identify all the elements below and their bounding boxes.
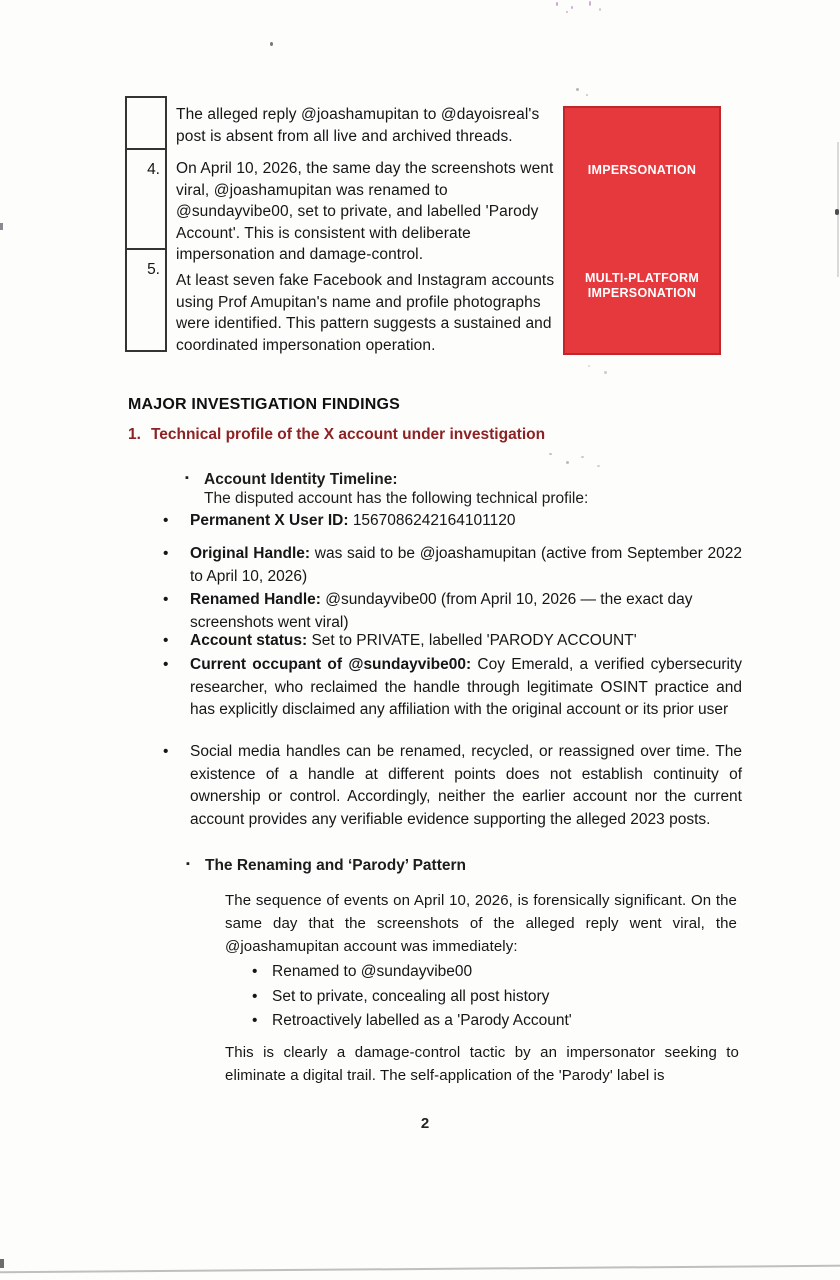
scan-speckle xyxy=(556,2,558,6)
finding-bullet-handles-note xyxy=(163,741,742,831)
scan-edge-mark xyxy=(835,209,839,215)
heading-number: 1. xyxy=(128,426,141,443)
renaming-title: The Renaming and ‘Parody’ Pattern xyxy=(205,857,466,874)
table-row-text: On April 10, 2026, the same day the screenshots went viral, @joashamupitan was renamed to @sundayvibe00, set to private, and labelled 'Parody Account'. This is consistent with deliberate impersonation and damage-control. xyxy=(176,160,554,263)
bullet-icon: • xyxy=(163,632,169,649)
scan-speckle xyxy=(566,11,568,13)
renaming-conclusion-paragraph: This is clearly a damage-control tactic by an impersonator seeking to eliminate a digital trail. The self-application of the 'Parody' label is xyxy=(225,1044,739,1084)
bullet-icon: • xyxy=(252,1012,258,1029)
bullet-label: Account status: xyxy=(190,632,308,649)
square-bullet-icon: ▪ xyxy=(185,472,189,484)
table-cell-empty xyxy=(127,98,165,150)
scan-speckle xyxy=(597,465,600,467)
table-cell-5: 5. xyxy=(147,261,160,278)
identity-timeline-block xyxy=(185,471,655,508)
finding-bullet-current-occupant xyxy=(163,654,742,722)
sub-bullet-text: Renamed to @sundayvibe00 xyxy=(272,963,473,980)
finding-bullet-renamed-handle xyxy=(163,589,742,634)
scan-speckle xyxy=(581,456,584,458)
renaming-pattern-block xyxy=(186,857,606,875)
renaming-intro-paragraph: The sequence of events on April 10, 2026, is forensically significant. On the same day that the screenshots of the alleged reply went viral, the @joashamupitan account was immediately: xyxy=(225,892,737,955)
bullet-label: Current occupant of @sundayvibe00: xyxy=(190,656,472,673)
bullet-icon: • xyxy=(252,963,258,980)
bullet-text: 1567086242164101120 xyxy=(352,512,516,529)
bullet-text: Social media handles can be renamed, recycled, or reassigned over time. The existence of a handle at different points does not establish continuity of ownership or control. Accordingly, neither the earlier account nor the current account provides any verifiable evidence supporting the alleged 2023 posts. xyxy=(190,743,742,828)
bullet-label: Original Handle: xyxy=(190,545,311,562)
square-bullet-icon: ▪ xyxy=(186,858,190,870)
bullet-label: Permanent X User ID: xyxy=(190,512,349,529)
bullet-icon: • xyxy=(163,591,169,608)
bullet-text: Coy Emerald, a verified cybersecurity researcher, who reclaimed the handle through legitimate OSINT practice and has explicitly disclaimed any affiliation with the original account or its prior user xyxy=(190,656,742,718)
table-row-text: The alleged reply @joashamupitan to @dayoisreal's post is absent from all live and archived threads. xyxy=(176,106,540,145)
scan-speckle xyxy=(566,461,569,464)
scan-speckle xyxy=(604,371,607,374)
sub-bullet-text: Retroactively labelled as a 'Parody Account' xyxy=(272,1012,572,1029)
scan-speckle xyxy=(571,6,573,9)
identity-title: Account Identity Timeline: xyxy=(204,471,398,488)
scan-speckle xyxy=(588,365,590,367)
bullet-icon: • xyxy=(163,512,169,529)
scan-speckle xyxy=(599,8,601,11)
scan-bottom-line xyxy=(0,1265,840,1273)
finding-bullet-userid xyxy=(163,510,742,533)
scan-speckle xyxy=(576,88,579,91)
bullet-icon: • xyxy=(163,656,169,673)
bullet-icon: • xyxy=(163,743,169,760)
bullet-icon: • xyxy=(163,545,169,562)
heading-label: Technical profile of the X account under investigation xyxy=(150,426,546,443)
bullet-text: Set to PRIVATE, labelled 'PARODY ACCOUNT' xyxy=(311,632,637,649)
scan-edge-mark xyxy=(0,1259,4,1268)
scan-speckle xyxy=(586,94,588,96)
renaming-sub-bullet xyxy=(252,988,732,1006)
renaming-sub-bullet xyxy=(252,963,732,981)
renaming-sub-bullet xyxy=(252,1012,732,1030)
bullet-text: was said to be @joashamupitan (active from September 2022 to April 10, 2026) xyxy=(190,545,742,585)
bullet-label: Renamed Handle: xyxy=(190,591,321,608)
bullet-text: @sundayvibe00 (from April 10, 2026 — the exact day screenshots went viral) xyxy=(190,591,693,631)
impersonation-stamp xyxy=(563,106,721,355)
case-table-number-column xyxy=(125,96,167,352)
scan-speckle xyxy=(549,453,552,455)
scan-speckle xyxy=(270,42,273,46)
stamp-label-impersonation: IMPERSONATION xyxy=(587,163,697,177)
sub-bullet-text: Set to private, concealing all post history xyxy=(272,988,550,1005)
section-title-major-findings: MAJOR INVESTIGATION FINDINGS xyxy=(128,396,400,413)
table-row-text: At least seven fake Facebook and Instagram accounts using Prof Amupitan's name and profile photographs were identified. This pattern suggests a sustained and coordinated impersonation operation. xyxy=(176,272,555,354)
stamp-label-multiplatform: MULTI-PLATFORM IMPERSONATION xyxy=(584,271,700,300)
finding-bullet-original-handle xyxy=(163,543,742,588)
identity-subtitle: The disputed account has the following technical profile: xyxy=(204,490,589,507)
finding-bullet-account-status xyxy=(163,630,742,653)
scan-speckle xyxy=(589,1,591,6)
bullet-icon: • xyxy=(252,988,258,1005)
scan-edge-mark xyxy=(0,223,3,230)
table-cell-4: 4. xyxy=(127,150,165,250)
page-number: 2 xyxy=(420,1115,430,1132)
finding-heading-1 xyxy=(128,426,545,444)
